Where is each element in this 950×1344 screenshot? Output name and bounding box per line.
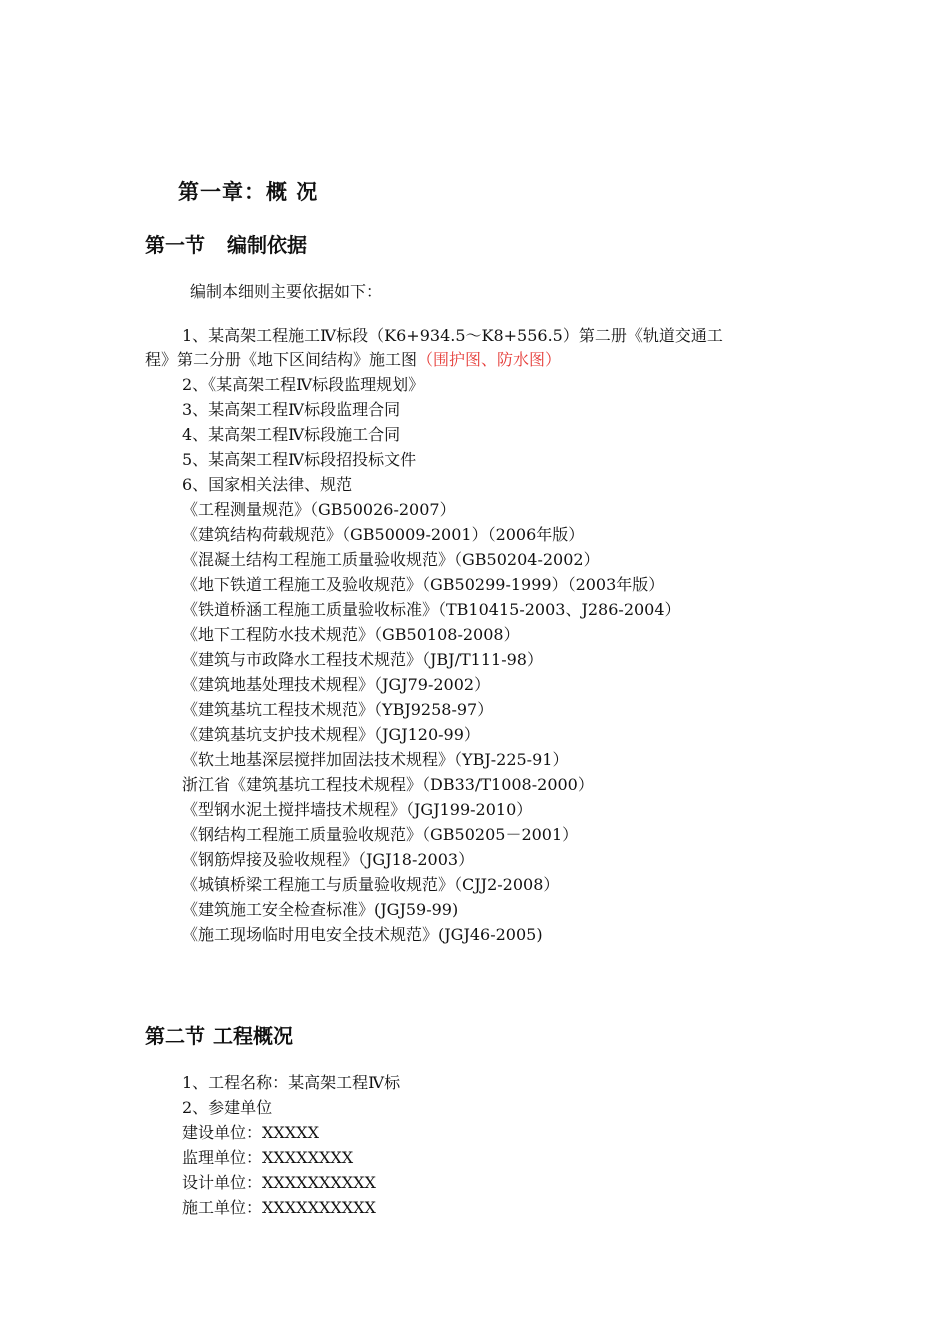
standard-item: 《铁道桥涵工程施工质量验收标准》（TB10415-2003、J286-2004） bbox=[182, 600, 681, 619]
overview-line: 监理单位：XXXXXXXX bbox=[182, 1148, 354, 1167]
chapter-title: 第一章：概 况 bbox=[178, 180, 319, 204]
standard-item: 《工程测量规范》（GB50026-2007） bbox=[182, 500, 456, 519]
standard-item: 《型钢水泥土搅拌墙技术规程》（JGJ199-2010） bbox=[182, 800, 533, 819]
overview-line: 2、参建单位 bbox=[182, 1098, 273, 1117]
basis-item-1-line-2 bbox=[145, 347, 561, 372]
basis-item-1-text: 程》第二分册《地下区间结构》施工图 bbox=[145, 350, 418, 369]
basis-item: 6、国家相关法律、规范 bbox=[182, 475, 353, 494]
basis-item: 3、某高架工程Ⅳ标段监理合同 bbox=[182, 400, 401, 419]
standard-item: 《建筑施工安全检查标准》(JGJ59-99) bbox=[182, 900, 459, 919]
standard-item: 《软土地基深层搅拌加固法技术规程》（YBJ-225-91） bbox=[182, 750, 569, 769]
overview-line: 建设单位：XXXXX bbox=[182, 1123, 319, 1142]
section-title: 工程概况 bbox=[213, 1024, 293, 1048]
standard-item: 《地下工程防水技术规范》（GB50108-2008） bbox=[182, 625, 520, 644]
standard-item: 《建筑与市政降水工程技术规范》（JBJ/T111-98） bbox=[182, 650, 543, 669]
standard-item: 《建筑基坑支护技术规程》（JGJ120-99） bbox=[182, 725, 480, 744]
standard-item: 《施工现场临时用电安全技术规范》(JGJ46-2005) bbox=[182, 925, 543, 944]
standard-item: 《建筑地基处理技术规程》（JGJ79-2002） bbox=[182, 675, 491, 694]
section-number: 第二节 bbox=[145, 1024, 205, 1048]
overview-line: 设计单位：XXXXXXXXXX bbox=[182, 1173, 376, 1192]
standard-item: 《建筑结构荷载规范》（GB50009-2001）（2006年版） bbox=[182, 525, 585, 544]
basis-item: 2、《某高架工程Ⅳ标段监理规划》 bbox=[182, 375, 425, 394]
basis-item-1-line-1: 1、某高架工程施工Ⅳ标段（K6+934.5～K8+556.5）第二册《轨道交通工 bbox=[182, 326, 723, 345]
basis-item: 5、某高架工程Ⅳ标段招投标文件 bbox=[182, 450, 417, 469]
standard-item: 《地下铁道工程施工及验收规范》（GB50299-1999）（2003年版） bbox=[182, 575, 665, 594]
section-heading-2 bbox=[145, 1020, 293, 1049]
basis-item: 4、某高架工程Ⅳ标段施工合同 bbox=[182, 425, 401, 444]
standard-item: 《混凝土结构工程施工质量验收规范》（GB50204-2002） bbox=[182, 550, 600, 569]
standard-item: 《城镇桥梁工程施工与质量验收规范》（CJJ2-2008） bbox=[182, 875, 560, 894]
standard-item: 浙江省《建筑基坑工程技术规程》（DB33/T1008-2000） bbox=[182, 775, 594, 794]
standard-item: 《钢筋焊接及验收规程》（JGJ18-2003） bbox=[182, 850, 475, 869]
overview-line: 施工单位：XXXXXXXXXX bbox=[182, 1198, 376, 1217]
basis-item-1-highlight: （围护图、防水图） bbox=[417, 350, 562, 369]
intro-paragraph: 编制本细则主要依据如下： bbox=[190, 282, 383, 301]
overview-line: 1、工程名称：某高架工程Ⅳ标 bbox=[182, 1073, 401, 1092]
standard-item: 《建筑基坑工程技术规范》（YBJ9258-97） bbox=[182, 700, 494, 719]
section-number: 第一节 bbox=[145, 233, 205, 257]
standard-item: 《钢结构工程施工质量验收规范》（GB50205－2001） bbox=[182, 825, 579, 844]
section-title: 编制依据 bbox=[227, 233, 307, 257]
section-heading-1 bbox=[145, 229, 307, 258]
